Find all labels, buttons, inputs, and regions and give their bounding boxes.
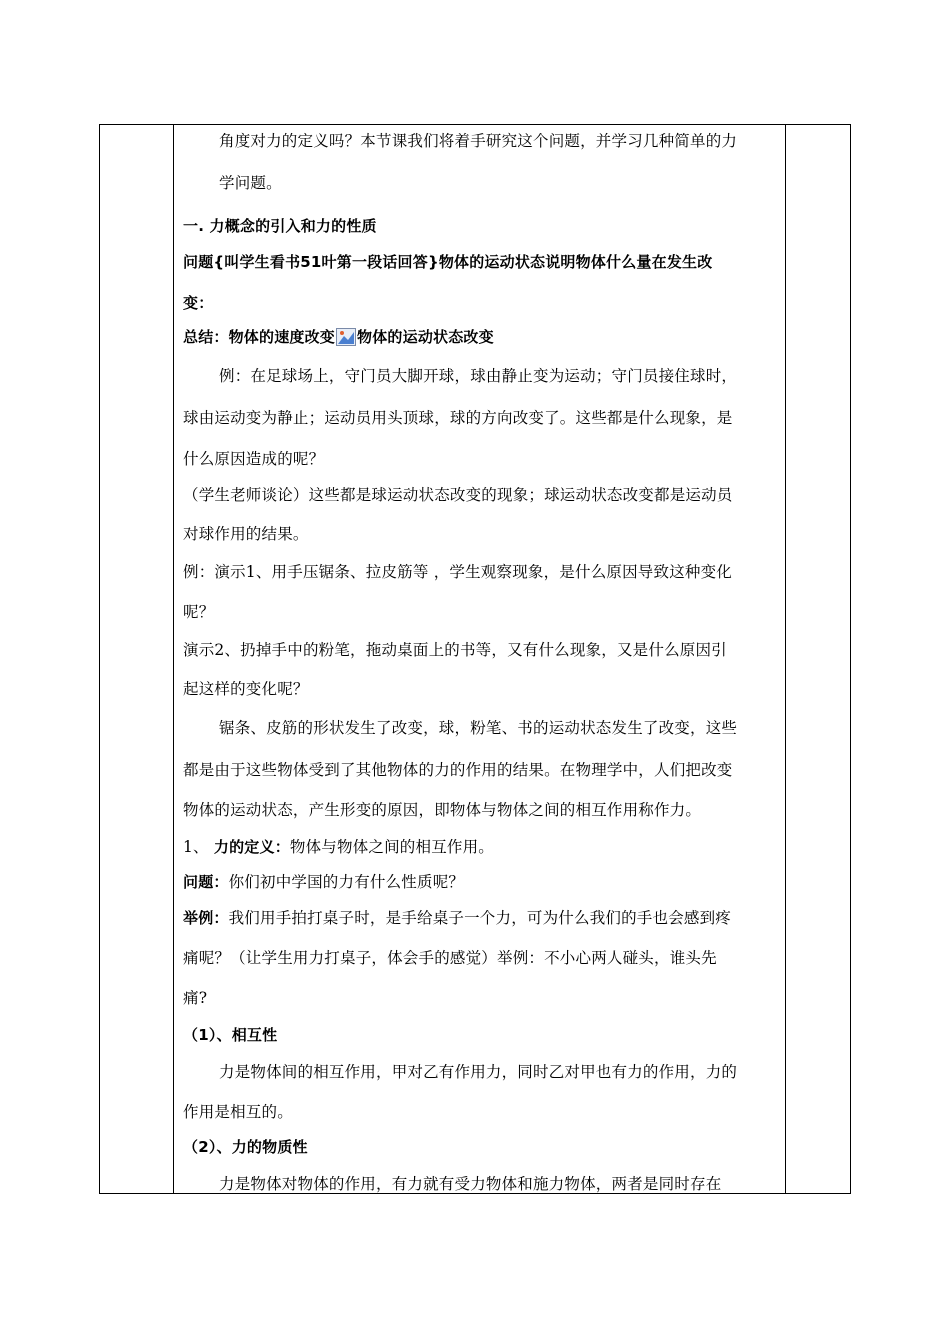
section-heading: 一. 力概念的引入和力的性质 [183,217,377,235]
text-line: 对球作用的结果。 [183,525,309,543]
subsection-heading: （1）、相互性 [183,1026,278,1044]
text-line: （学生老师谈论）这些都是球运动状态改变的现象；球运动状态改变都是运动员 [183,486,733,504]
summary-text: 总结：物体的速度改变 [183,328,336,346]
example-text: 我们用手拍打桌子时，是手给桌子一个力，可为什么我们的手也会感到疼 [228,909,732,927]
text-line: 角度对力的定义吗？本节课我们将着手研究这个问题，并学习几种简单的力 [219,132,738,150]
question-label: 问题： [183,873,229,891]
example-line [183,906,731,928]
definition-label: 力的定义： [213,838,290,856]
text-line: 呢？ [183,603,215,621]
example-label: 举例： [183,909,229,927]
text-line: 演示2、扔掉手中的粉笔，拖动桌面上的书等，又有什么现象，又是什么原因引 [183,641,727,659]
text-line: 什么原因造成的呢？ [183,450,325,468]
list-number: 1、 [183,838,214,856]
text-line: 痛呢？（让学生用力打桌子，体会手的感觉）举例：不小心两人碰头，谁头先 [183,949,717,967]
text-line: 球由运动变为静止；运动员用头顶球，球的方向改变了。这些都是什么现象，是 [183,409,733,427]
column-divider-left [173,124,174,1194]
text-line: 作用是相互的。 [183,1103,293,1121]
text-line: 都是由于这些物体受到了其他物体的力的作用的结果。在物理学中，人们把改变 [183,761,733,779]
arrow-image-icon [336,328,356,346]
text-line: 起这样的变化呢？ [183,680,309,698]
definition-line [183,835,494,857]
text-line: 力是物体间的相互作用，甲对乙有作用力，同时乙对甲也有力的作用，力的 [219,1063,738,1081]
text-line: 例：演示1、用手压锯条、拉皮筋等 ，学生观察现象，是什么原因导致这种变化 [183,563,732,581]
question-text: 你们初中学国的力有什么性质呢？ [228,873,465,891]
text-line: 力是物体对物体的作用，有力就有受力物体和施力物体，两者是同时存在 [219,1175,722,1193]
question-line [183,870,464,892]
summary-line [183,326,494,347]
text-line: 锯条、皮筋的形状发生了改变，球，粉笔、书的运动状态发生了改变，这些 [219,719,738,737]
summary-text: 物体的运动状态改变 [357,328,494,346]
text-line: 例：在足球场上，守门员大脚开球，球由静止变为运动；守门员接住球时， [219,367,738,385]
subsection-heading: （2）、力的物质性 [183,1138,308,1156]
text-line: 痛? [183,989,208,1007]
question-line: 问题{叫学生看书51叶第一段话回答}物体的运动状态说明物体什么量在发生改 [183,253,713,271]
text-line: 物体的运动状态，产生形变的原因，即物体与物体之间的相互作用称作力。 [183,801,702,819]
text-line: 学问题。 [219,174,282,192]
definition-text: 物体与物体之间的相互作用。 [289,838,495,856]
question-line: 变： [183,294,214,312]
column-divider-right [785,124,786,1194]
